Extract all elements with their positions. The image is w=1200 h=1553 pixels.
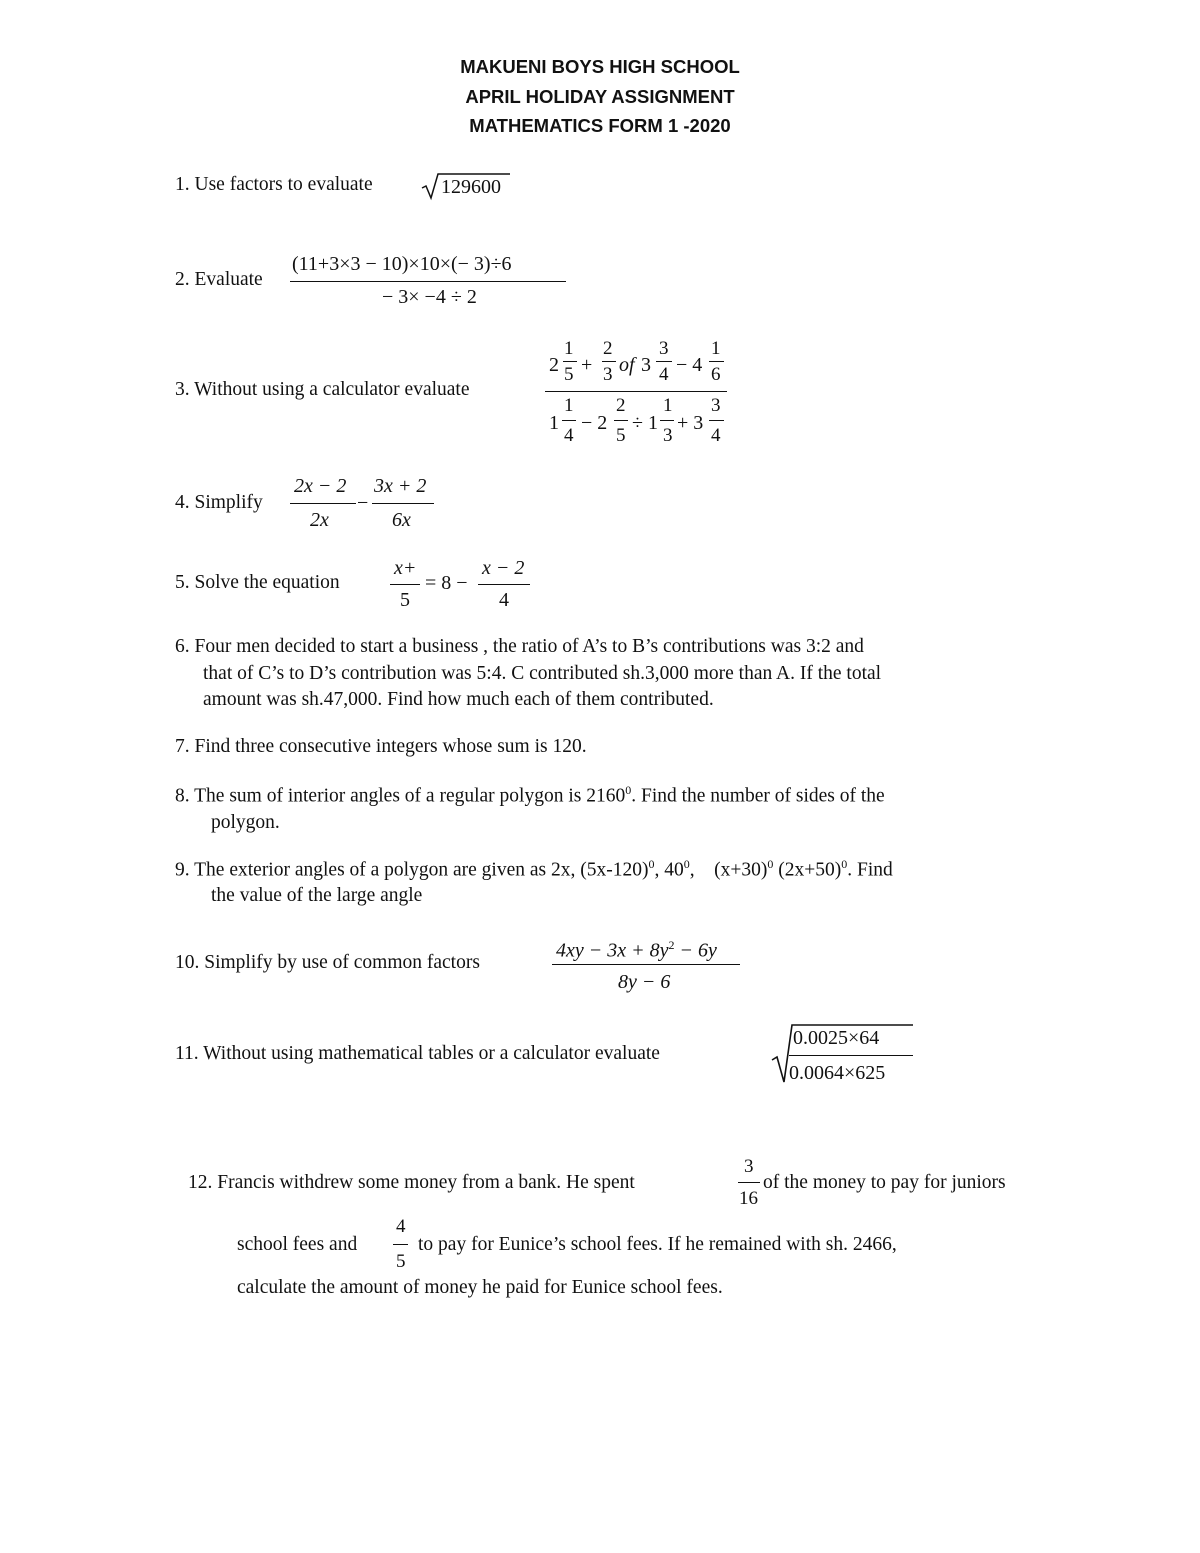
q8-line2: polygon. [211,812,280,833]
q12-f2-num: 4 [396,1216,406,1237]
q12-f1-bar [738,1182,760,1183]
q3-n-of: of [619,354,635,376]
q8-line1 [175,783,885,808]
q3-n-op2: − 4 [676,354,703,376]
q8-sup: 0 [625,783,632,797]
q5-frac1-den: 5 [400,589,410,611]
q3-n-whole3: 3 [641,354,651,376]
q4-frac2-bar [372,503,434,504]
q12-line2b: to pay for Eunice’s school fees. If he remained with sh. 2466, [418,1234,897,1255]
q11-den: 0.0064×625 [789,1062,886,1084]
q1-text: 1. Use factors to evaluate [175,174,373,195]
q12-line1a: 12. Francis withdrew some money from a bank. He spent [188,1172,635,1193]
q10-num-main: 4xy − 3x + 8y [556,939,669,962]
q9-e: . Find [847,859,893,881]
assignment-title: APRIL HOLIDAY ASSIGNMENT [465,86,735,107]
q3-d-whole1: 1 [549,412,559,434]
q9-s1: 0 [648,857,655,871]
q3-d-f2-den: 5 [616,425,626,446]
q12-f1-den: 16 [739,1188,758,1209]
q8-line1b: . Find the number of sides of the [631,785,885,807]
q5-text: 5. Solve the equation [175,572,340,593]
q3-d-op3: + 3 [677,412,704,434]
q2-numerator: (11+3×3 − 10)×10×(− 3)÷6 [292,253,512,275]
q9-d: (2x+50) [773,859,842,881]
q3-d-op1: − 2 [581,412,608,434]
q3-n-f4-num: 1 [711,338,721,359]
q10-num [556,938,717,963]
q3-n-f1-num: 1 [564,338,574,359]
q5-frac2-den: 4 [499,589,509,611]
q4-frac1-bar [290,503,356,504]
q10-num-end: − 6y [674,939,717,962]
q11-num: 0.0025×64 [793,1027,880,1049]
q3-n-op1: + [581,354,593,376]
q12-line1b: of the money to pay for juniors [763,1172,1006,1193]
q9-line2: the value of the large angle [211,885,423,906]
q4-frac1-den: 2x [310,509,329,531]
q2-denominator: − 3× −4 ÷ 2 [382,286,477,308]
q3-n-f1-bar [563,361,577,362]
q3-n-f3-den: 4 [659,364,669,385]
q3-d-op2: ÷ 1 [632,412,658,434]
q9-line1 [175,857,893,882]
q5-frac2-bar [478,584,530,585]
q4-minus: − [357,492,369,514]
q9-s2: 0 [683,857,690,871]
q10-text: 10. Simplify by use of common factors [175,952,480,973]
q3-n-f4-bar [709,361,724,362]
q9-a: 9. The exterior angles of a polygon are given as 2x, (5x-120) [175,859,649,881]
q9-b: , 40 [654,859,684,881]
q3-n-f2-num: 2 [603,338,613,359]
q5-frac1-bar [390,584,420,585]
q11-fraction-bar [789,1055,913,1056]
q10-den: 8y − 6 [618,971,671,993]
q12-line3: calculate the amount of money he paid for Eunice school fees. [237,1277,723,1298]
q9-c: , (x+30) [689,859,768,881]
q3-n-f3-bar [656,361,672,362]
q3-n-f1-den: 5 [564,364,574,385]
q3-d-f4-den: 4 [711,425,721,446]
q9-s3: 0 [767,857,774,871]
q3-text: 3. Without using a calculator evaluate [175,379,470,400]
q3-d-f1-den: 4 [564,425,574,446]
q8-line1a: 8. The sum of interior angles of a regular polygon is 2160 [175,785,626,807]
q9-s4: 0 [841,857,848,871]
q4-text: 4. Simplify [175,492,263,513]
q3-d-f4-num: 3 [711,395,721,416]
q3-d-f4-bar [709,420,724,421]
q3-d-f1-bar [562,420,576,421]
q3-n-f3-num: 3 [659,338,669,359]
q6-line1: 6. Four men decided to start a business , the ratio of A’s to B’s contributions was 3:2 and [175,636,864,657]
q3-n-f2-bar [602,361,616,362]
q4-frac1-num: 2x − 2 [294,475,347,497]
q3-fraction-bar [545,391,727,392]
q3-d-f2-num: 2 [616,395,626,416]
q2-fraction-bar [290,281,566,282]
q3-n-f2-den: 3 [603,364,613,385]
q12-line2a: school fees and [237,1234,358,1255]
q11-text: 11. Without using mathematical tables or a calculator evaluate [175,1043,660,1064]
q6-line2: that of C’s to D’s contribution was 5:4. C contributed sh.3,000 more than A. If the total [203,663,882,684]
q3-d-f2-bar [614,420,628,421]
q3-d-f3-num: 1 [663,395,673,416]
q3-d-f3-bar [660,420,674,421]
q12-f1-num: 3 [744,1156,754,1177]
subject-title: MATHEMATICS FORM 1 -2020 [469,115,731,136]
q5-equals: = 8 − [425,572,468,594]
q4-frac2-num: 3x + 2 [374,475,427,497]
q3-n-f4-den: 6 [711,364,721,385]
q3-d-f1-num: 1 [564,395,574,416]
q5-frac2-num: x − 2 [482,557,525,579]
q1-radicand: 129600 [441,176,501,198]
q2-text: 2. Evaluate [175,269,263,290]
q4-frac2-den: 6x [392,509,411,531]
q12-f2-bar [393,1244,408,1245]
q12-f2-den: 5 [396,1251,406,1272]
school-name: MAKUENI BOYS HIGH SCHOOL [460,56,740,77]
q5-frac1-num: x+ [394,557,417,579]
q6-line3: amount was sh.47,000. Find how much each of them contributed. [203,689,714,710]
q7-text: 7. Find three consecutive integers whose sum is 120. [175,736,587,757]
q10-fraction-bar [552,964,740,965]
q10-num-sup: 2 [668,938,675,952]
q3-n-whole1: 2 [549,354,559,376]
q3-d-f3-den: 3 [663,425,673,446]
